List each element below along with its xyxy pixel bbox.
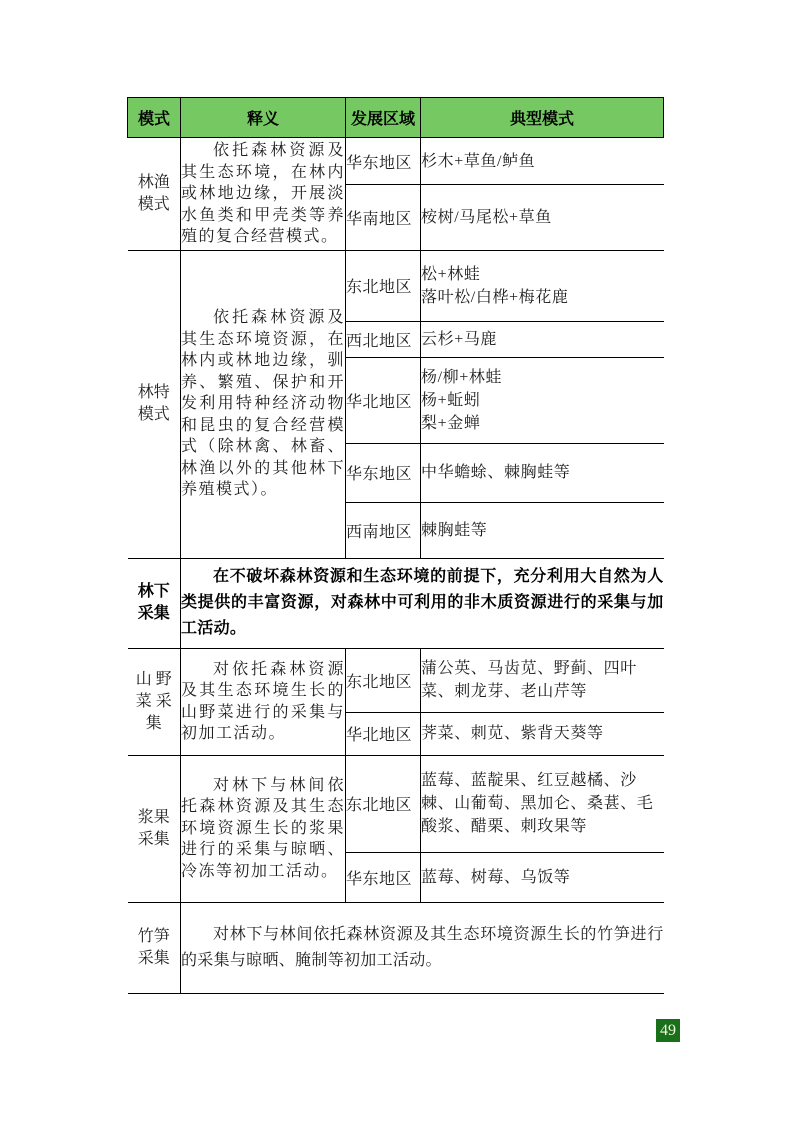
typical-models-cell bbox=[421, 648, 664, 712]
typical-models-cell bbox=[421, 755, 664, 852]
mode-label-line: 山 野 bbox=[135, 670, 172, 688]
typical-models-cell bbox=[421, 443, 664, 502]
region-cell: 华南地区 bbox=[346, 185, 421, 250]
definition-cell: 依托森林资源及其生态环境，在林内或林地边缘，开展淡水鱼类和甲壳类等养殖的复合经营模式。 bbox=[181, 138, 346, 251]
table-row bbox=[128, 902, 664, 993]
typical-models-cell bbox=[421, 138, 664, 185]
region-cell: 西北地区 bbox=[346, 321, 421, 357]
mode-label-line: 模式 bbox=[137, 406, 170, 423]
mode-cell bbox=[128, 558, 181, 648]
mode-label-line: 模式 bbox=[137, 195, 170, 213]
typical-models-cell bbox=[421, 321, 664, 357]
mode-label-line: 采集 bbox=[137, 949, 170, 967]
mode-cell bbox=[128, 138, 181, 251]
mode-cell bbox=[128, 648, 181, 755]
mode-label-line: 采集 bbox=[137, 830, 170, 848]
typical-model-line: 杨+蚯蚓 bbox=[421, 391, 481, 409]
typical-model-line: 杉木+草鱼/鲈鱼 bbox=[421, 152, 536, 170]
definition-cell: 对林下与林间依托森林资源及其生态环境资源生长的浆果进行的采集与晾晒、冷冻等初加工活动。 bbox=[181, 755, 346, 902]
typical-model-line: 杨/柳+林蛙 bbox=[421, 368, 503, 386]
mode-label-line: 采集 bbox=[137, 605, 170, 622]
typical-models-cell bbox=[421, 502, 664, 558]
table-header-row bbox=[128, 98, 664, 138]
mode-label-line: 浆果 bbox=[137, 808, 170, 826]
mode-cell bbox=[128, 755, 181, 902]
typical-models-cell bbox=[421, 712, 664, 755]
header-mode: 模式 bbox=[128, 98, 181, 138]
typical-models-cell bbox=[421, 250, 664, 321]
typical-model-line: 中华蟾蜍、棘胸蛙等 bbox=[421, 464, 571, 481]
region-cell: 华东地区 bbox=[346, 138, 421, 185]
typical-models-cell bbox=[421, 185, 664, 250]
table-row bbox=[128, 250, 664, 321]
table-body bbox=[128, 138, 664, 994]
typical-model-line: 荠菜、刺苋、紫背天葵等 bbox=[421, 725, 604, 742]
region-cell: 华北地区 bbox=[346, 357, 421, 443]
mode-label-line: 菜 采 bbox=[135, 692, 172, 710]
typical-model-line: 蓝莓、树莓、乌饭等 bbox=[421, 868, 571, 886]
definition-cell: 对依托森林资源及其生态环境生长的山野菜进行的采集与初加工活动。 bbox=[181, 648, 346, 755]
typical-model-line: 桉树/马尾松+草鱼 bbox=[421, 208, 552, 226]
full-width-definition-cell: 在不破坏森林资源和生态环境的前提下，充分利用大自然为人类提供的丰富资源，对森林中可利用的非木质资源进行的采集与加工活动。 bbox=[181, 558, 664, 648]
mode-label-line: 竹笋 bbox=[137, 927, 170, 945]
typical-model-line: 松+林蛙 bbox=[421, 265, 481, 283]
typical-model-line: 落叶松/白桦+梅花鹿 bbox=[421, 288, 569, 306]
forestry-modes-table bbox=[127, 97, 664, 994]
region-cell: 华东地区 bbox=[346, 443, 421, 502]
mode-label-line: 林下 bbox=[137, 583, 170, 600]
header-typical-mode: 典型模式 bbox=[421, 98, 664, 138]
mode-label-line: 林渔 bbox=[137, 173, 170, 191]
region-cell: 西南地区 bbox=[346, 502, 421, 558]
table-row bbox=[128, 755, 664, 852]
typical-models-cell bbox=[421, 852, 664, 902]
mode-label-line: 林特 bbox=[137, 384, 170, 401]
region-cell: 东北地区 bbox=[346, 250, 421, 321]
definition-cell: 依托森林资源及其生态环境资源，在林内或林地边缘，驯养、繁殖、保护和开发利用特种经济动物和昆虫的复合经营模式（除林禽、林畜、林渔以外的其他林下养殖模式）。 bbox=[181, 250, 346, 558]
header-region: 发展区域 bbox=[346, 98, 421, 138]
mode-cell bbox=[128, 250, 181, 558]
typical-model-line: 梨+金蝉 bbox=[421, 414, 481, 432]
region-cell: 东北地区 bbox=[346, 648, 421, 712]
typical-model-line: 蓝莓、蓝靛果、红豆越橘、沙棘、山葡萄、黑加仑、桑葚、毛酸浆、醋栗、刺玫果等 bbox=[421, 772, 654, 835]
table-row bbox=[128, 138, 664, 185]
mode-cell bbox=[128, 902, 181, 993]
header-definition: 释义 bbox=[181, 98, 346, 138]
region-cell: 东北地区 bbox=[346, 755, 421, 852]
region-cell: 华东地区 bbox=[346, 852, 421, 902]
page-number-badge: 49 bbox=[656, 1019, 680, 1042]
typical-model-line: 云杉+马鹿 bbox=[421, 330, 498, 348]
typical-models-cell bbox=[421, 357, 664, 443]
full-width-definition-cell: 对林下与林间依托森林资源及其生态环境资源生长的竹笋进行的采集与晾晒、腌制等初加工活动。 bbox=[181, 902, 664, 993]
typical-model-line: 棘胸蛙等 bbox=[421, 521, 488, 539]
region-cell: 华北地区 bbox=[346, 712, 421, 755]
typical-model-line: 蒲公英、马齿苋、野蓟、四叶菜、刺龙芽、老山芹等 bbox=[421, 660, 637, 700]
table-row bbox=[128, 558, 664, 648]
mode-label-line: 集 bbox=[145, 714, 162, 732]
table-row bbox=[128, 648, 664, 712]
